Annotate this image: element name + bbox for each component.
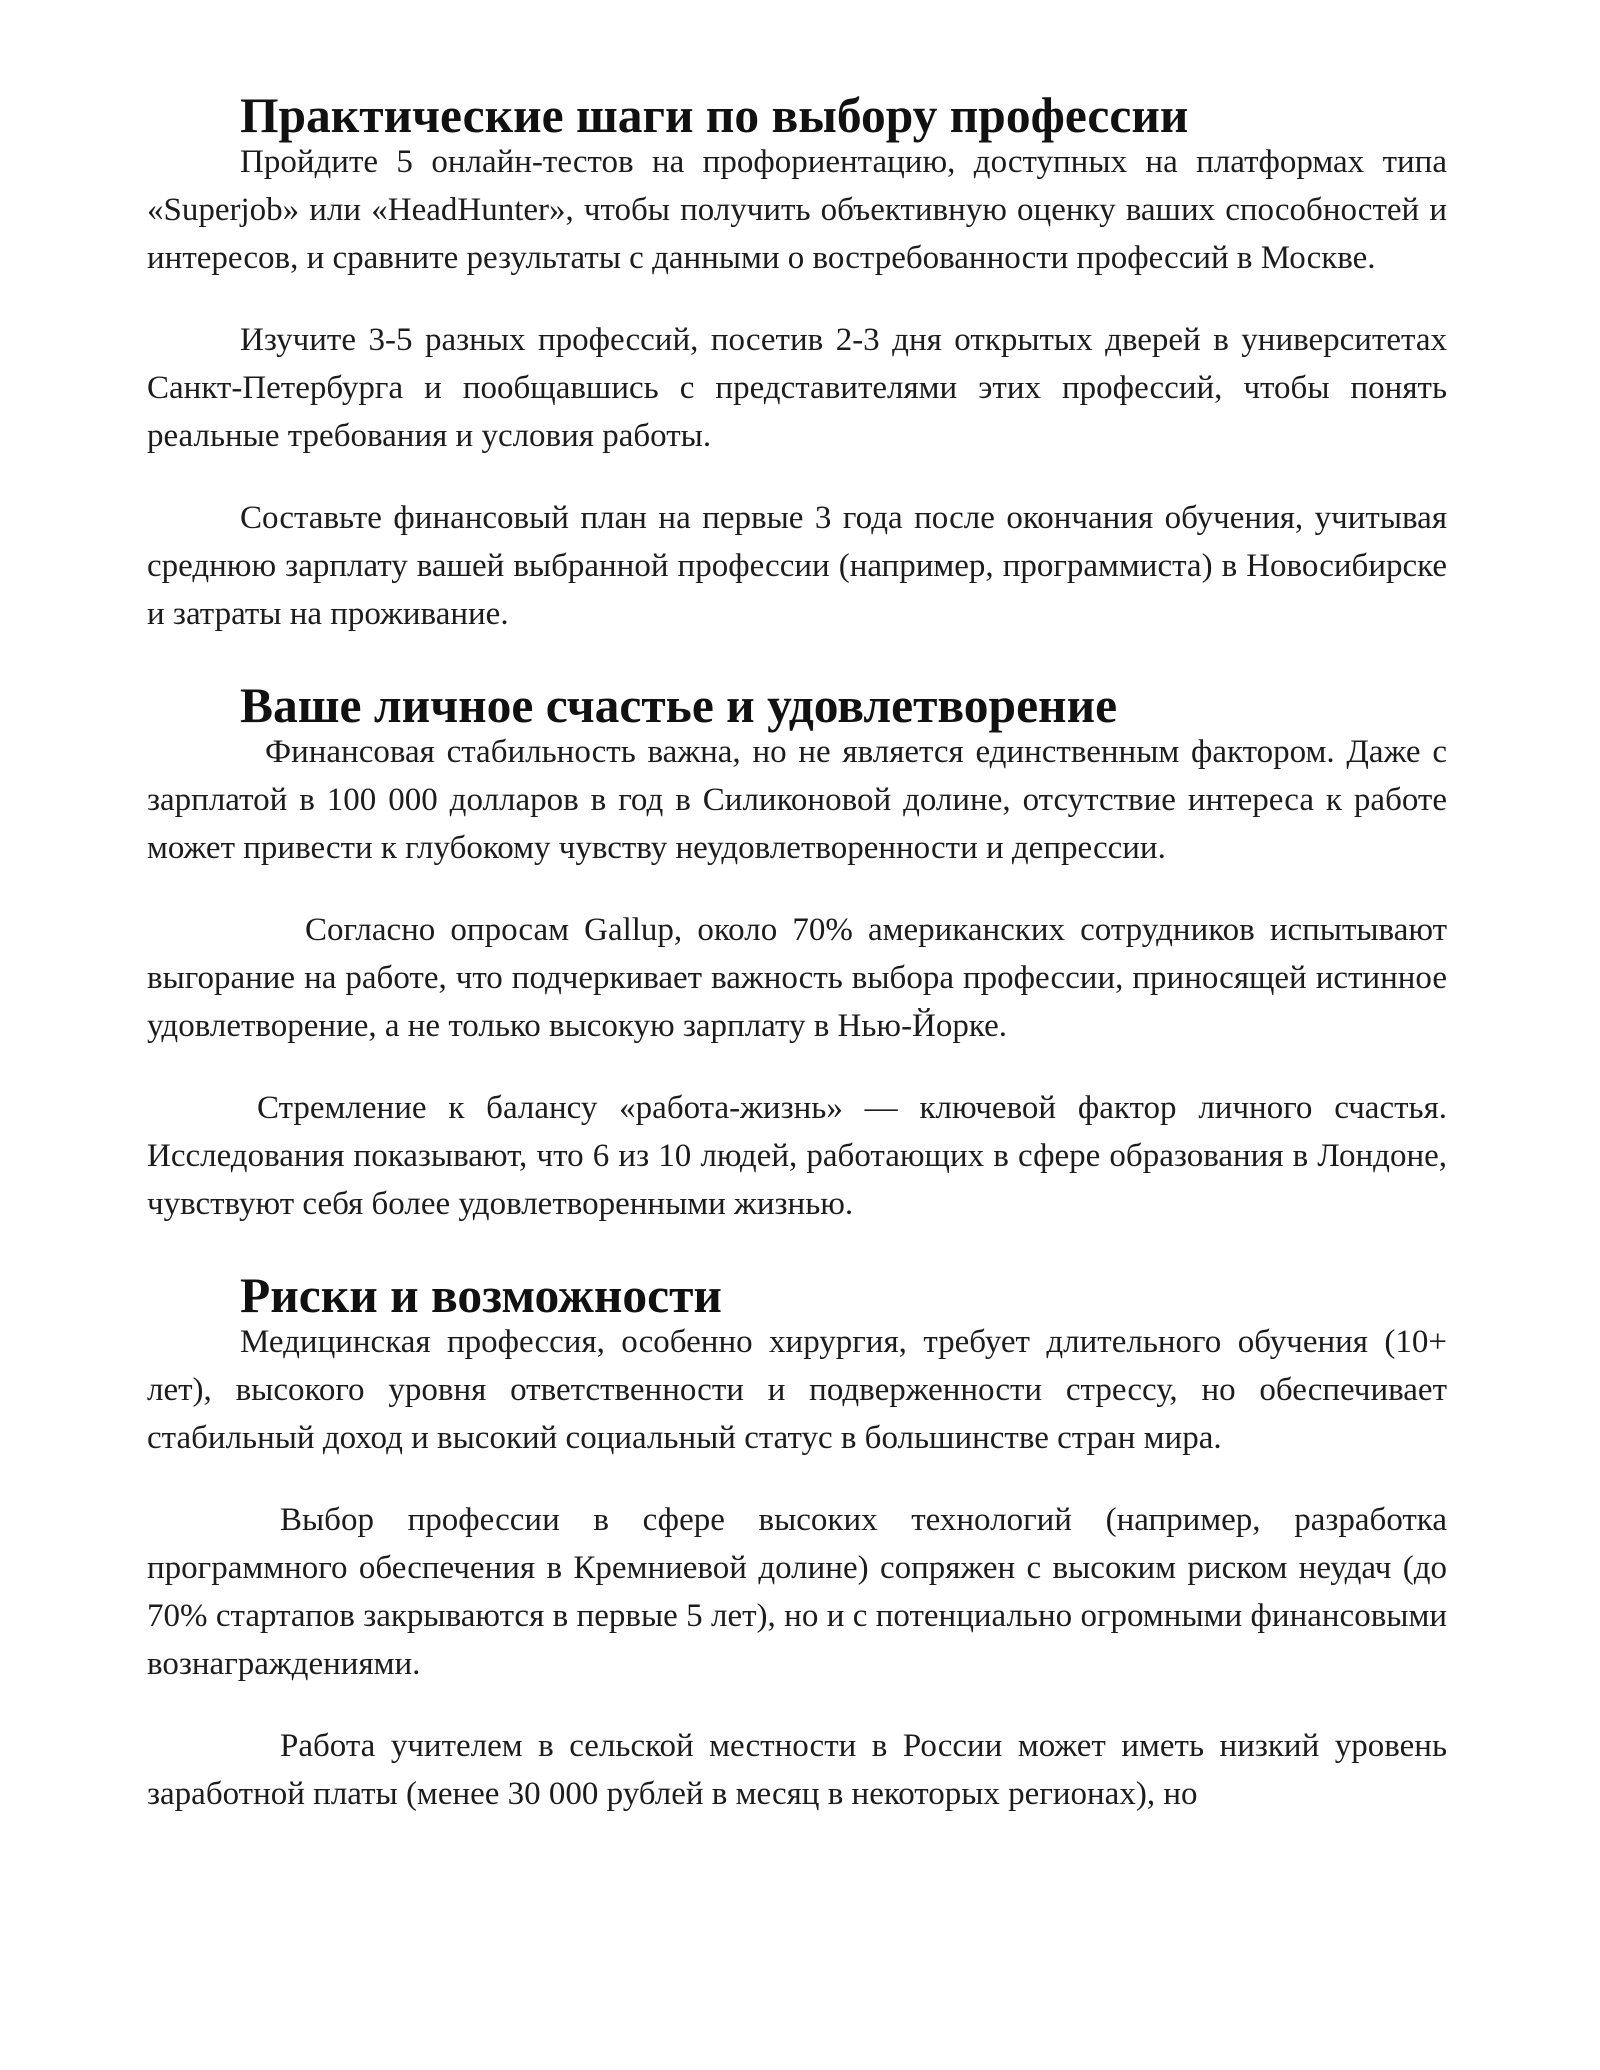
section-title-risks-opportunities: Риски и возможности	[240, 1268, 722, 1323]
paragraph: Работа учителем в сельской местности в России может иметь низкий уровень заработной платы (менее 30 000 рублей в месяц в некоторых регионах), но	[147, 1728, 1447, 1812]
paragraph: Изучите 3-5 разных профессий, посетив 2-3 дня открытых дверей в университетах Санкт-Петербурга и пообщавшись с представителями этих профессий, чтобы понять реальные требования и условия работы.	[147, 322, 1447, 454]
paragraph: Выбор профессии в сфере высоких технологий (например, разработка программного обеспечения в Кремниевой долине) сопряжен с высоким риском неудач (до 70% стартапов закрываются в первые 5 лет), но и с потенциально огромными финансовыми вознаграждениями.	[147, 1502, 1447, 1682]
paragraph: Составьте финансовый план на первые 3 года после окончания обучения, учитывая среднюю зарплату вашей выбранной профессии (например, программиста) в Новосибирске и затраты на проживание.	[147, 500, 1447, 632]
paragraph: Согласно опросам Gallup, около 70% американских сотрудников испытывают выгорание на работе, что подчеркивает важность выбора профессии, приносящей истинное удовлетворение, а не только высокую зарплату в Нью-Йорке.	[147, 912, 1447, 1044]
section-title-practical-steps: Практические шаги по выбору профессии	[240, 88, 1189, 143]
paragraph: Медицинская профессия, особенно хирургия, требует длительного обучения (10+ лет), высокого уровня ответственности и подверженности стрессу, но обеспечивает стабильный доход и высокий социальный статус в большинстве стран мира.	[147, 1324, 1447, 1456]
paragraph: Финансовая стабильность важна, но не является единственным фактором. Даже с зарплатой в 100 000 долларов в год в Силиконовой долине, отсутствие интереса к работе может привести к глубокому чувству неудовлетворенности и депрессии.	[147, 734, 1447, 866]
document-body	[147, 88, 1447, 1818]
paragraph: Стремление к балансу «работа-жизнь» — ключевой фактор личного счастья. Исследования показывают, что 6 из 10 людей, работающих в сфере образования в Лондоне, чувствуют себя более удовлетворенными жизнью.	[147, 1090, 1447, 1222]
section-title-personal-happiness: Ваше личное счастье и удовлетворение	[240, 678, 1118, 733]
paragraph: Пройдите 5 онлайн-тестов на профориентацию, доступных на платформах типа «Superjob» или «HeadHunter», чтобы получить объективную оценку ваших способностей и интересов, и сравните результаты с данными о востребованности профессий в Москве.	[147, 144, 1447, 276]
